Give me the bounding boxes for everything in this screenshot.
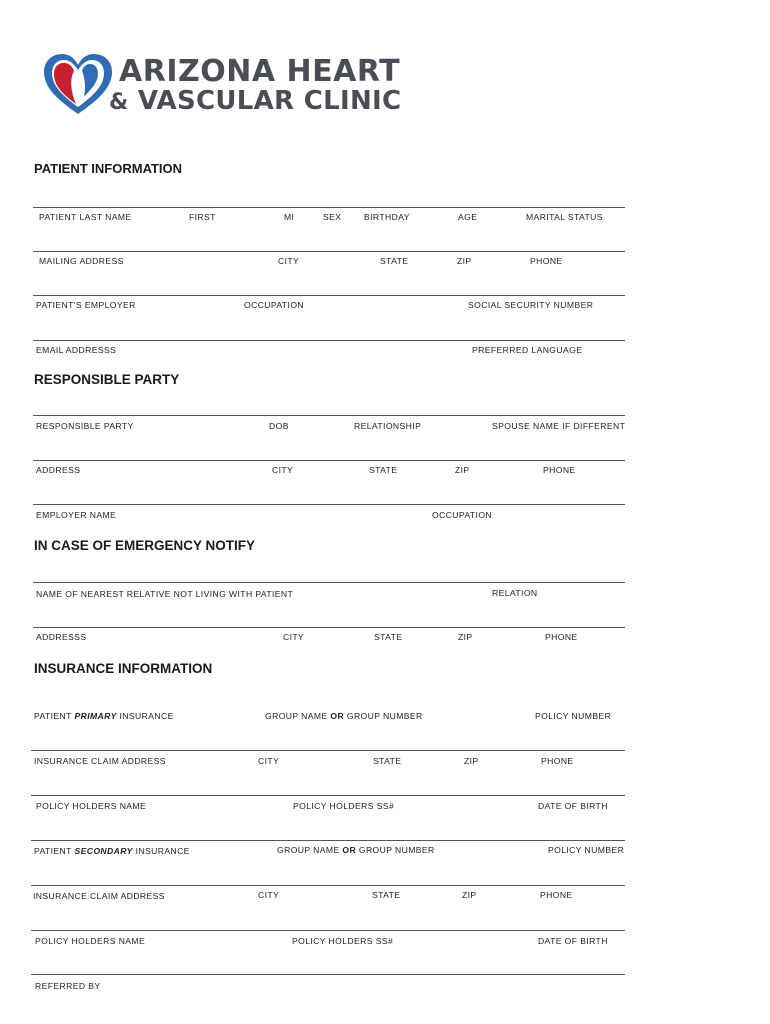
divider bbox=[33, 295, 625, 296]
label-email-address: EMAIL ADDRESSS bbox=[36, 345, 117, 355]
label-insurance-claim-address: INSURANCE CLAIM ADDRESS bbox=[33, 891, 165, 901]
label-age: AGE bbox=[458, 212, 478, 222]
label-patient-last-name: PATIENT LAST NAME bbox=[39, 212, 132, 222]
label-primary-insurance: PATIENT PRIMARY INSURANCE bbox=[34, 711, 174, 721]
label-state: STATE bbox=[373, 756, 402, 766]
label-city: CITY bbox=[272, 465, 294, 475]
label-policy-holders-name: POLICY HOLDERS NAME bbox=[36, 801, 147, 811]
label-policy-number: POLICY NUMBER bbox=[548, 845, 625, 855]
divider bbox=[33, 415, 625, 416]
label-relation: RELATION bbox=[492, 588, 538, 598]
label-zip: ZIP bbox=[464, 756, 479, 766]
label-patients-employer: PATIENT'S EMPLOYER bbox=[36, 300, 136, 310]
divider bbox=[33, 207, 625, 208]
divider bbox=[33, 340, 625, 341]
label-phone: PHONE bbox=[545, 632, 578, 642]
label-group-name-number: GROUP NAME OR GROUP NUMBER bbox=[265, 711, 423, 721]
heart-logo-icon bbox=[40, 52, 116, 116]
divider bbox=[31, 840, 625, 841]
section-title-emergency: IN CASE OF EMERGENCY NOTIFY bbox=[34, 538, 256, 553]
label-zip: ZIP bbox=[455, 465, 470, 475]
label-city: CITY bbox=[278, 256, 300, 266]
logo-text-line2 bbox=[109, 86, 401, 116]
label-dob: DOB bbox=[269, 421, 289, 431]
divider bbox=[33, 504, 625, 505]
label-employer-name: EMPLOYER NAME bbox=[36, 510, 117, 520]
divider bbox=[33, 460, 625, 461]
label-nearest-relative: NAME OF NEAREST RELATIVE NOT LIVING WITH PATIENT bbox=[36, 589, 294, 599]
label-state: STATE bbox=[372, 890, 401, 900]
label-state: STATE bbox=[380, 256, 409, 266]
label-mi: MI bbox=[284, 212, 295, 222]
divider bbox=[31, 974, 625, 975]
divider bbox=[33, 627, 625, 628]
label-zip: ZIP bbox=[458, 632, 473, 642]
label-city: CITY bbox=[258, 890, 280, 900]
logo-ampersand: & bbox=[109, 90, 129, 115]
label-date-of-birth: DATE OF BIRTH bbox=[538, 936, 608, 946]
label-phone: PHONE bbox=[543, 465, 576, 475]
label-policy-holders-name: POLICY HOLDERS NAME bbox=[35, 936, 146, 946]
label-zip: ZIP bbox=[457, 256, 472, 266]
label-policy-holders-ss: POLICY HOLDERS SS# bbox=[292, 936, 394, 946]
label-state: STATE bbox=[369, 465, 398, 475]
label-policy-holders-ss: POLICY HOLDERS SS# bbox=[293, 801, 395, 811]
label-address: ADDRESS bbox=[36, 465, 81, 475]
label-responsible-party: RESPONSIBLE PARTY bbox=[36, 421, 134, 431]
label-state: STATE bbox=[374, 632, 403, 642]
label-city: CITY bbox=[283, 632, 305, 642]
divider bbox=[31, 885, 625, 886]
label-zip: ZIP bbox=[462, 890, 477, 900]
divider bbox=[31, 750, 625, 751]
label-relationship: RELATIONSHIP bbox=[354, 421, 422, 431]
label-preferred-language: PREFERRED LANGUAGE bbox=[472, 345, 583, 355]
label-insurance-claim-address: INSURANCE CLAIM ADDRESS bbox=[34, 756, 166, 766]
section-title-insurance: INSURANCE INFORMATION bbox=[34, 661, 213, 676]
label-policy-number: POLICY NUMBER bbox=[535, 711, 612, 721]
label-birthday: BIRTHDAY bbox=[364, 212, 410, 222]
label-social-security-number: SOCIAL SECURITY NUMBER bbox=[468, 300, 594, 310]
label-spouse-name: SPOUSE NAME IF DIFFERENT bbox=[492, 421, 626, 431]
label-phone: PHONE bbox=[530, 256, 563, 266]
label-first: FIRST bbox=[189, 212, 216, 222]
label-phone: PHONE bbox=[540, 890, 573, 900]
divider bbox=[31, 930, 625, 931]
label-secondary-insurance: PATIENT SECONDARY INSURANCE bbox=[34, 846, 190, 856]
label-mailing-address: MAILING ADDRESS bbox=[39, 256, 124, 266]
logo-text-line2-word: VASCULAR CLINIC bbox=[137, 86, 402, 116]
label-marital-status: MARITAL STATUS bbox=[526, 212, 603, 222]
label-sex: SEX bbox=[323, 212, 342, 222]
label-phone: PHONE bbox=[541, 756, 574, 766]
divider bbox=[33, 582, 625, 583]
divider bbox=[33, 251, 625, 252]
section-title-responsible: RESPONSIBLE PARTY bbox=[34, 372, 180, 387]
label-occupation: OCCUPATION bbox=[432, 510, 493, 520]
divider bbox=[31, 795, 625, 796]
label-referred-by: REFERRED BY bbox=[35, 981, 101, 991]
label-date-of-birth: DATE OF BIRTH bbox=[538, 801, 608, 811]
section-title-patient: PATIENT INFORMATION bbox=[34, 161, 183, 176]
logo-text-line1: ARIZONA HEART bbox=[119, 54, 401, 89]
label-city: CITY bbox=[258, 756, 280, 766]
label-occupation: OCCUPATION bbox=[244, 300, 305, 310]
label-address: ADDRESSS bbox=[36, 632, 87, 642]
label-group-name-number: GROUP NAME OR GROUP NUMBER bbox=[277, 845, 435, 855]
